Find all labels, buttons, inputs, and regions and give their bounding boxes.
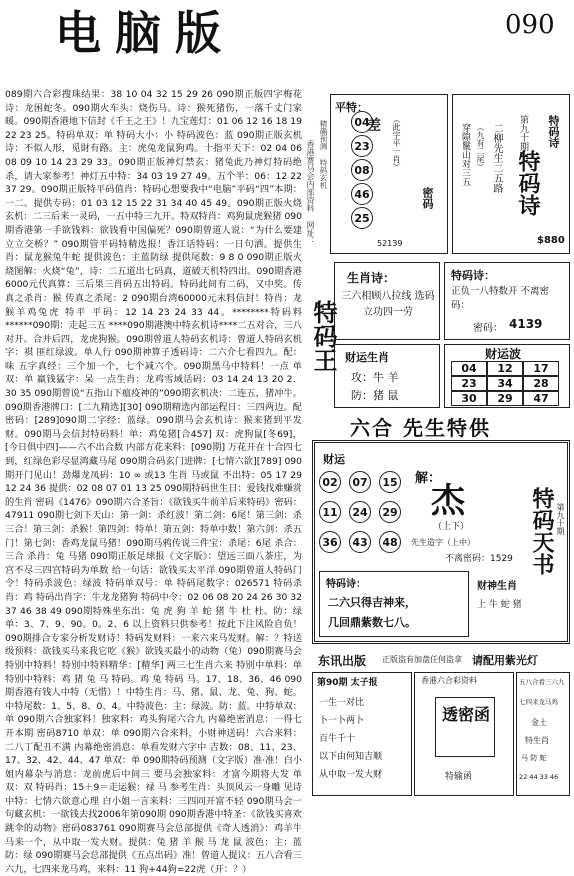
caiyunbo-cell: 28 bbox=[523, 376, 559, 391]
jiexi-ball: 02 bbox=[319, 471, 341, 493]
pingte-ball: 25 bbox=[351, 207, 373, 229]
jiexi-ball: 29 bbox=[379, 501, 401, 523]
bottom-left-line: 一生一对比 bbox=[319, 698, 365, 708]
caiyunbo-cell: 04 bbox=[451, 361, 487, 376]
caiyunbo-cell: 23 bbox=[451, 376, 487, 391]
caiyunbo-cell: 29 bbox=[487, 391, 523, 406]
bottom-left-line: 百牛千十 bbox=[319, 734, 356, 744]
main-article-text: 089期六合彩搜珠结果：38 10 04 32 15 29 26 090期正版四字梅花诗：龙困蛇冬。090期火车头：烧伤马。诗：猴死猪伤，一落千丈门家暖。090期香港地下信封《千王之王》！九宝莲灯：01 06 12 16 18 19 22 23 25。特码单双：单 特码大小：小 特码波色：蓝 090期正版玄机诗：不似人形，觅財有路。主：虎兔龙鼠狗鸡。十指平天下：02 04 06 08 09 10 14 23 29 33。090期正版神灯禁玄：猪兔此乃神灯特码绝杀，请大家参考！神灯五中特：34 03 19 27 49。五个半：06：12 22 37 29。090期正版特平码值肖：特码心想要我中“电脑”平码“四”本期：一二。提供专码：01 03 12 15 22 31 34 40 45 49。090期正版火烧玄机：二三后来一灵码，一五中特三九开。特双特肖：鸡狗鼠虎猴猪 090期香港第一手欲钱料：欲钱看中国偏死？090期曾道人说：“为什么要建立立交桥？” 090期管平码特精选报！香江话特码：一日句洒。提供生肖：鼠龙猴兔牛蛇 提供波色：主蓝防绿 提供尾数：9 8 0 090期正版火烧图解：火烧“兔”，诗：二五道出七码真，道破天机特四出。090期香港6000元代真算：三后果三肖码五出特码。特码此间有二码，又中奖。传真之杀肖：猴 传真之杀尾：2 090期台湾60000元末料信封！特肖：龙猴羊鸡兔虎 特平 平码：12 14 23 24 33 44。********特码料******090期：走起三五 ****090期港澳中特玄机诗****二五对合，三八对开。合并后四，龙虎狗猴。090期曾道人特码玄机诗：曾道人特码玄机字：祺 匪红绿波。单人行 090期神算子透码诗：二六介七看四九。配：味 五字真经：三个加一个，七个减六个。090期黑马中特料！一点 单双：单 羸钱猛字：呆 一点生肖：龙鸡雪域话码：03 14 24 13 20 2．30 35 090期曾说“五指山下瘟疫神的”090期玄机决：二连五，猪冲牛。090期香港牌口：[二九精选][30] 090期精选内部运程日：三四两边。配密码：[289]090期二字经：蓝绿。090期马会玄机诗：猴来猪到平发财。090期马会信封特码料！单：鸡兔猪[合457] 双：虎狗鼠[冬69]，[今日俱中四]——六不出合数 内部方花来料：[090期] 万花开在十合四七到，红绿色彩尽显鸿藏马尾 090期合码玄门进牌：[七情六欲][789] 090期开门见山！劲爆龙凤码：10 ∞ 或13 生肖 马或鼠 不出特：05 17 29 12 24 36 提供：02 08 07 01 13 25 090期特码世生日：爱钱找难赚赏的生肖 密码《1476》090期六合圣旨：《欲钱买牛前羊后来特码》密码：47911 090期七剑下天山：第一剑：杀红波！第二剑：6尾！第三剑：杀三合！第三剑：杀猴！第四剑：特单！第五剑：特单中数！第六剑：杀五门！第七剑：香鸡龙鼠马猪！090期马鸦传说三件宝：杀尾：6尾 杀合：三合 杀肖：兔 马猪 090期正版足球报《文字版》：望远三面八茶庄，为宫不尽三四宫特码为单数 给一句话：欲钱买太平洋 090期曾道人特码门令！特码杀波色：绿波 特码单双号：单 特码尾数字：026571 特码杀肖：鸡 特码出肖字：牛龙龙猪狗 特码中令：02 06 08 20 24 26 30 32 37 46 38 49 090期特殊坐东出：兔 虎 狗 羊 蛇 猪 牛 杜 杜。防：绿单：3、7、9、90。0。2、6 以上资料只供参考！按此下注风险自负！090期排合专家分析发财诗！特码发财料：一来六来马发财。解：？特送级预料：欲钱买马来我它吃《猴》欲钱买最小的动物（兔）090期赛马会特别中特料！特别中特料精华：[精华] 两三七生肖六来 特别中单料：单 特别中特料：鸡 猪 兔 马 特码。鸡 兔 特码 马。17、18、36、46 090期香港有钱人中特（无惜）！中特生肖：马、猪、鼠、龙、兔、狗、蛇。中特尾数：1、5、8、0、4。中特波色：主：绿波。防：蓝。中特单双：单 090期六合独家料！独家料：鸡头狗尾六合九 内幕绝密消息：一得七开本期 密码8710 单双：单 090期六合来料，小财神送码！六合来料：二八丁配丑不满 内幕绝密消息：单看发财六字中 吉数：08、11、23、17、32、42、44、47 单双：单 090期特码预测（文字版）准·准！白小姐内幕杂与消息：龙前虎后中间三 要马会独家料：才富今期将大发 单双：双 特码肖：15＋9＝走运猴：禄 马 参考生肖：头顶风云一身雕 见诗中特：七情六欲意心理 白小姐一言来料：三四同开富不轻 090期马会一句藏玄机：一欲钱去找2006年第090期 090期香港中特圣：《欲钱买喜欢跳伞的动物》密码083761 090期赛马会总部提供《奇人透消》：鸡羊牛马来一个，从中取一发大财。提供：兔 猪 羊 猴 马 龙 鼠 波色：主：蓝 防：绿 090期赛马会总部提供《五点出码》准！曾道人提议：五八合看三六九，七四来龙马鸡，来料：11 狗+44狗=22虎（开：？） bbox=[5, 89, 302, 875]
tema-poem: 正负一八特数开 不离密码： bbox=[451, 286, 550, 311]
vertical-strip-small: 精确预测 特码玄机 bbox=[319, 120, 328, 189]
bottom-left-title: 第90期 太子报 bbox=[317, 678, 378, 688]
jiexi-ball: 43 bbox=[349, 531, 371, 553]
bottom-side-panel bbox=[516, 672, 570, 796]
poem-big-label: 特码诗 bbox=[515, 150, 541, 216]
poem-label: 特码诗 bbox=[547, 115, 560, 148]
pingte-panel bbox=[330, 94, 448, 254]
bottom-left-line: 卜一卜两卜 bbox=[319, 716, 365, 726]
poem-col-4: 穿隙鬣山对三五 bbox=[460, 123, 470, 186]
caishen-title: 财神生肖 bbox=[477, 581, 517, 592]
bottom-side-line: 马 防 蛇 bbox=[521, 754, 547, 762]
liuhe-frame bbox=[312, 440, 570, 644]
poem-price: $880 bbox=[537, 235, 565, 246]
caiyun-title: 财运生肖 bbox=[345, 351, 389, 364]
caiyunbo-title: 财运波 bbox=[485, 347, 522, 361]
caiyunbo-cell: 47 bbox=[523, 391, 559, 406]
bottom-mid-title: 香港六合彩资料 bbox=[421, 676, 477, 685]
caishen-list: 上 牛 蛇 猪 bbox=[477, 600, 522, 610]
jiexi-ball: 15 bbox=[379, 471, 401, 493]
side-poem-line-1: 二六只得吉神来， bbox=[328, 596, 416, 609]
footer-notice: 正版盗有加盘任何盗拿 bbox=[382, 655, 462, 664]
tema-mima: 4139 bbox=[509, 317, 543, 331]
jie-sub: （上下） bbox=[433, 522, 470, 532]
caiyunbo-grid bbox=[451, 361, 559, 406]
pingte-ball: 46 bbox=[351, 183, 373, 205]
bottom-right-title: 透密函 bbox=[442, 705, 491, 724]
bottom-side-line: 22 44 33 46 bbox=[519, 773, 559, 781]
caiyun-line-2: 防：猪 鼠 bbox=[351, 389, 399, 402]
pingte-right-label: 密码 bbox=[421, 187, 434, 209]
pingte-balls bbox=[351, 111, 375, 231]
footer-dongxun: 东讯出版 bbox=[318, 654, 367, 668]
bottom-right-title-box bbox=[435, 697, 495, 757]
bottom-mid-panel bbox=[414, 672, 514, 796]
shengxiao-poem-panel bbox=[334, 262, 440, 340]
masthead-title: 电脑版 bbox=[55, 6, 235, 60]
caiyunbo-cell: 30 bbox=[451, 391, 487, 406]
jiexi-ball: 07 bbox=[349, 471, 371, 493]
pingte-ball: 04 bbox=[351, 111, 373, 133]
footer-purple: 请配用紫光灯 bbox=[472, 654, 538, 667]
pingte-ball: 23 bbox=[351, 135, 373, 157]
side-poem-box bbox=[319, 571, 469, 637]
tema-title: 特码诗： bbox=[451, 269, 495, 282]
caiyun-line-1: 攻：牛 羊 bbox=[351, 371, 399, 384]
poem-col-2: 二柳先生二五路 bbox=[491, 123, 502, 193]
pingte-label: 平特： bbox=[335, 101, 368, 114]
caiyun-panel bbox=[334, 344, 440, 408]
shengxiao-title: 生肖诗： bbox=[347, 271, 396, 285]
tema-king-label: 特码王 bbox=[309, 300, 338, 372]
bottom-left-panel bbox=[312, 672, 412, 796]
jiexi-ball: 36 bbox=[319, 531, 341, 553]
jie-big-char: 杰 bbox=[431, 481, 465, 521]
xianzhi: 先生造字（上中） bbox=[411, 538, 475, 547]
caiyunbo-cell: 34 bbox=[487, 376, 523, 391]
tema-poem-panel bbox=[444, 262, 570, 340]
jie-label: 解： bbox=[415, 471, 442, 486]
jiexi-ball: 48 bbox=[379, 531, 401, 553]
bottom-side-line: 金土 bbox=[531, 718, 547, 727]
side-poem-line-2: 几回鼎紫数七八。 bbox=[328, 616, 416, 629]
bottom-side-line: 七四来龙马鸡 bbox=[519, 698, 558, 706]
side-poem-title: 特码诗： bbox=[326, 579, 366, 590]
vertical-strip-text: 香港赛马会内部资料 网址： bbox=[306, 140, 315, 245]
jiexi-grid bbox=[319, 471, 405, 557]
tianshu-title: 特码天书 bbox=[529, 487, 555, 575]
pingte-note: （此字平一肖） bbox=[392, 115, 401, 171]
bottom-right-sub: 特输函 bbox=[445, 772, 473, 782]
caiyunbo-cell: 12 bbox=[487, 361, 523, 376]
bottom-left-line: 从中取一发大财 bbox=[319, 770, 383, 780]
liuhe-banner: 六合 先生特供 bbox=[350, 416, 491, 440]
poem-period: 第九十期 bbox=[518, 115, 528, 151]
pingte-ball: 08 bbox=[351, 159, 373, 181]
poem-panel bbox=[452, 94, 570, 254]
caiyunbo-panel bbox=[444, 344, 570, 408]
shengxiao-poem: 三六相顾八拉线 选码立功四一劳 bbox=[341, 291, 435, 318]
jiexi-ball: 11 bbox=[319, 501, 341, 523]
bottom-left-line: 以下由何知吉顺 bbox=[319, 752, 383, 762]
caiyunbo-cell: 17 bbox=[523, 361, 559, 376]
tema-mima-label: 密码： bbox=[473, 323, 503, 334]
tianshu-period: 第九十期 bbox=[556, 503, 565, 535]
jiexi-title: 财运 bbox=[323, 453, 345, 466]
jiexi-ball: 24 bbox=[349, 501, 371, 523]
bottom-side-line: 五八合看三六九 bbox=[519, 678, 565, 686]
side-mima: 不离密码：1529 bbox=[445, 554, 513, 564]
issue-code: 090 bbox=[505, 10, 555, 40]
bottom-side-line: 特生肖 bbox=[525, 736, 549, 745]
poem-col-3: （九有二尾） bbox=[476, 123, 485, 171]
poem-col-1 bbox=[545, 115, 561, 148]
pingte-char: 差 bbox=[367, 118, 381, 134]
pingte-number: 52139 bbox=[377, 239, 403, 248]
